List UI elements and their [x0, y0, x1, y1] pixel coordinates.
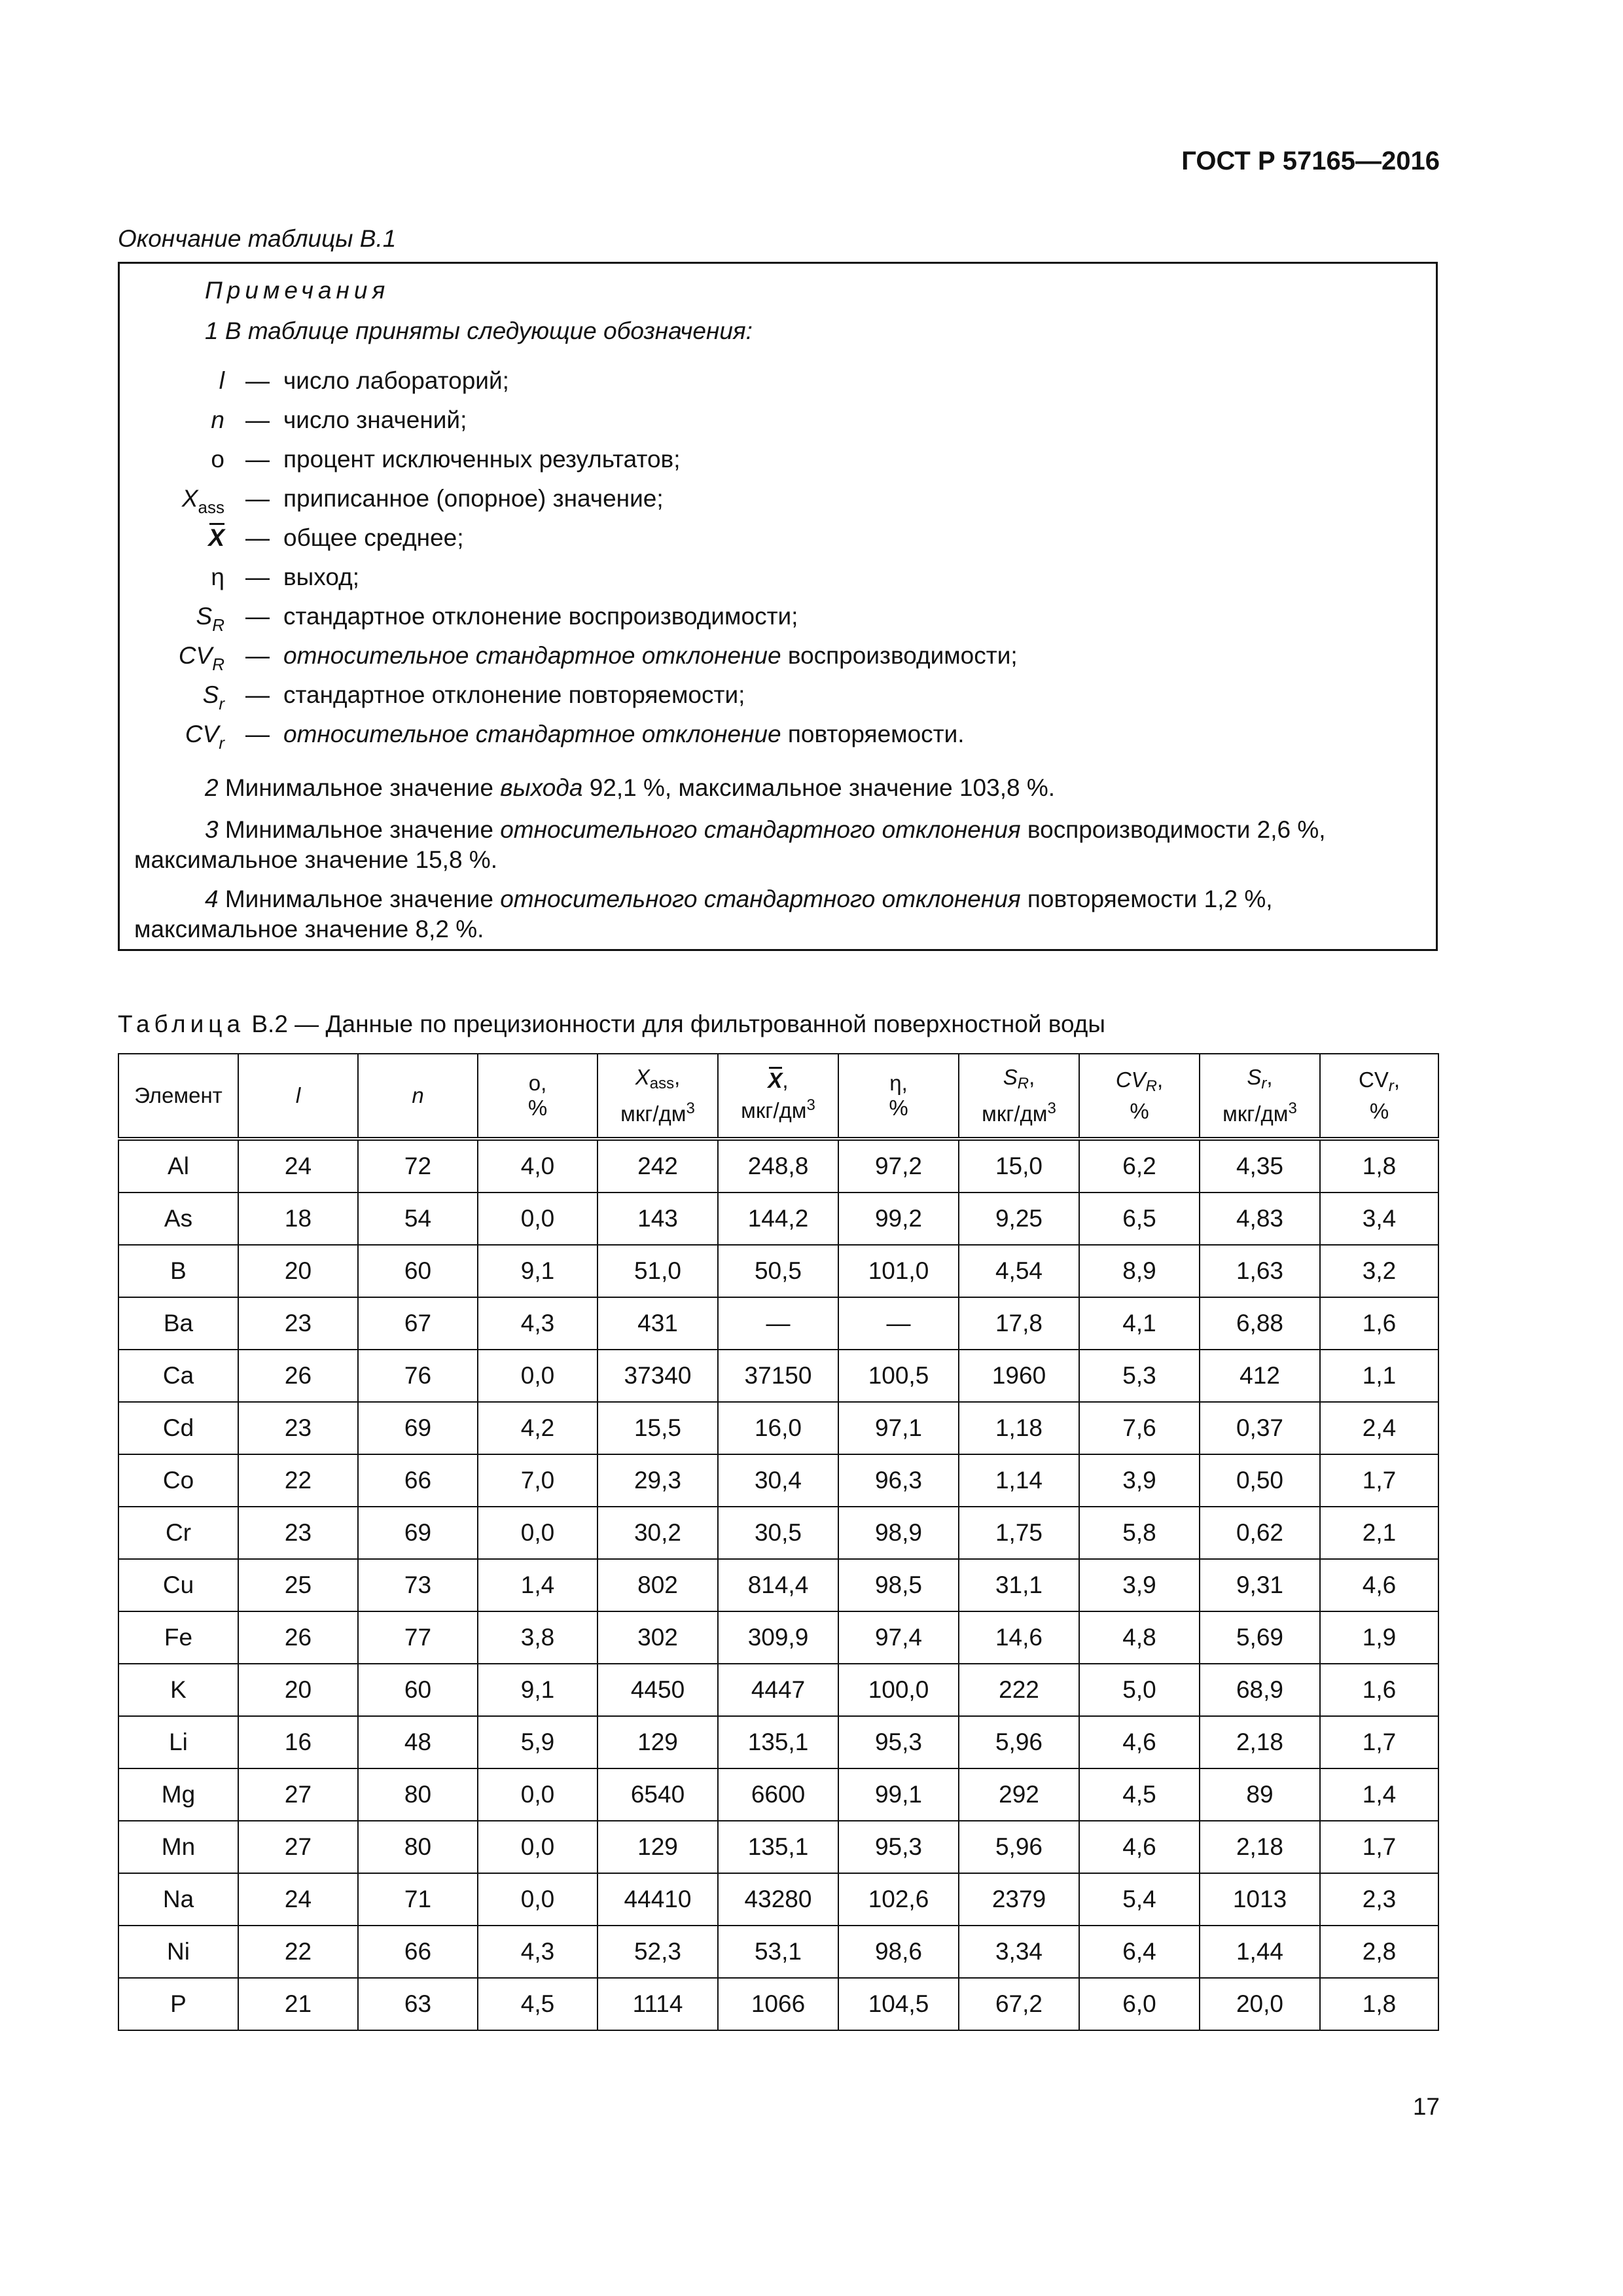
symbol-row — [120, 642, 1363, 679]
value-cell: 4,2 — [478, 1402, 597, 1454]
value-cell: 5,4 — [1079, 1873, 1200, 1926]
value-cell: 2,18 — [1200, 1716, 1320, 1768]
value-cell: 292 — [959, 1768, 1079, 1821]
value-cell: 24 — [238, 1139, 358, 1193]
symbol: $CV_R$ — [178, 642, 224, 674]
value-cell: 15,0 — [959, 1139, 1079, 1193]
value-cell: 98,9 — [838, 1507, 959, 1559]
value-cell: 98,5 — [838, 1559, 959, 1611]
symbol-definition: выход; — [283, 564, 359, 590]
symbol-definition: относительное стандартное отклонение воспроизводимости; — [283, 642, 1018, 669]
value-cell: 129 — [597, 1821, 718, 1873]
value-cell: 15,5 — [597, 1402, 718, 1454]
value-cell: 1,6 — [1320, 1664, 1438, 1716]
value-cell: 1,4 — [1320, 1768, 1438, 1821]
note-2: 2 Минимальное значение выхода 92,1 %, максимальное значение 103,8 %. — [205, 774, 1056, 801]
table-row — [118, 1664, 1438, 1716]
value-cell: 2,4 — [1320, 1402, 1438, 1454]
value-cell: 89 — [1200, 1768, 1320, 1821]
value-cell: 3,9 — [1079, 1454, 1200, 1507]
table-header-row — [118, 1054, 1438, 1139]
value-cell: 1,75 — [959, 1507, 1079, 1559]
value-cell: 7,0 — [478, 1454, 597, 1507]
symbol-row — [120, 721, 1363, 757]
symbol-definition: стандартное отклонение воспроизводимости; — [283, 603, 798, 630]
element-cell: B — [118, 1245, 238, 1297]
value-cell: 1,7 — [1320, 1454, 1438, 1507]
value-cell: 4,6 — [1079, 1821, 1200, 1873]
value-cell: 5,0 — [1079, 1664, 1200, 1716]
symbol-row — [120, 524, 1363, 561]
value-cell: 3,2 — [1320, 1245, 1438, 1297]
value-cell: 302 — [597, 1611, 718, 1664]
value-cell: 8,9 — [1079, 1245, 1200, 1297]
value-cell: 1,8 — [1320, 1978, 1438, 2030]
element-cell: Cr — [118, 1507, 238, 1559]
value-cell: 69 — [358, 1402, 478, 1454]
value-cell: 0,0 — [478, 1873, 597, 1926]
element-cell: Cd — [118, 1402, 238, 1454]
element-cell: Ba — [118, 1297, 238, 1350]
symbol: n — [211, 406, 224, 433]
value-cell: 1,14 — [959, 1454, 1079, 1507]
element-cell: Cu — [118, 1559, 238, 1611]
table-row — [118, 1873, 1438, 1926]
value-cell: 143 — [597, 1193, 718, 1245]
value-cell: 30,2 — [597, 1507, 718, 1559]
value-cell: 100,0 — [838, 1664, 959, 1716]
symbol: $CV_r$ — [185, 721, 224, 753]
value-cell: 1,4 — [478, 1559, 597, 1611]
value-cell: 5,9 — [478, 1716, 597, 1768]
symbol: η — [211, 564, 224, 590]
header-element: Элемент — [118, 1054, 238, 1139]
symbol-definition: число значений; — [283, 406, 467, 433]
header-o: o, % — [478, 1054, 597, 1139]
value-cell: 4447 — [718, 1664, 838, 1716]
value-cell: 0,0 — [478, 1821, 597, 1873]
dash: — — [245, 721, 270, 747]
value-cell: 50,5 — [718, 1245, 838, 1297]
value-cell: 30,5 — [718, 1507, 838, 1559]
header-sr: $S_r$, мкг/$дм^3$ — [1200, 1054, 1320, 1139]
table-row — [118, 1559, 1438, 1611]
element-cell: Na — [118, 1873, 238, 1926]
value-cell: 68,9 — [1200, 1664, 1320, 1716]
table-body — [118, 1139, 1438, 2030]
value-cell: 7,6 — [1079, 1402, 1200, 1454]
value-cell: 242 — [597, 1139, 718, 1193]
value-cell: 4,6 — [1079, 1716, 1200, 1768]
value-cell: 2,8 — [1320, 1926, 1438, 1978]
value-cell: 16,0 — [718, 1402, 838, 1454]
table-row — [118, 1193, 1438, 1245]
table-row — [118, 1716, 1438, 1768]
note-4: 4 Минимальное значение относительного стандартного отклонения повторяемости 1,2 %, максимальное значение 8,2 %. — [134, 886, 1273, 942]
value-cell: 4,0 — [478, 1139, 597, 1193]
precision-table — [118, 1053, 1439, 2031]
element-cell: P — [118, 1978, 238, 2030]
value-cell: — — [718, 1297, 838, 1350]
value-cell: 4,6 — [1320, 1559, 1438, 1611]
value-cell: 1,7 — [1320, 1716, 1438, 1768]
element-cell: Mn — [118, 1821, 238, 1873]
value-cell: 37150 — [718, 1350, 838, 1402]
value-cell: 1,1 — [1320, 1350, 1438, 1402]
value-cell: 0,0 — [478, 1193, 597, 1245]
value-cell: 25 — [238, 1559, 358, 1611]
table-row — [118, 1454, 1438, 1507]
value-cell: 4,3 — [478, 1926, 597, 1978]
value-cell: 309,9 — [718, 1611, 838, 1664]
symbol-definition: число лабораторий; — [283, 367, 509, 394]
value-cell: 6,88 — [1200, 1297, 1320, 1350]
value-cell: 6600 — [718, 1768, 838, 1821]
symbol-definition: процент исключенных результатов; — [283, 446, 681, 473]
table-row — [118, 1821, 1438, 1873]
value-cell: 248,8 — [718, 1139, 838, 1193]
value-cell: 23 — [238, 1507, 358, 1559]
value-cell: 6,2 — [1079, 1139, 1200, 1193]
value-cell: 3,9 — [1079, 1559, 1200, 1611]
symbol-row — [120, 406, 1363, 443]
value-cell: 77 — [358, 1611, 478, 1664]
value-cell: 1013 — [1200, 1873, 1320, 1926]
symbol-definition: общее среднее; — [283, 524, 464, 551]
value-cell: 44410 — [597, 1873, 718, 1926]
dash: — — [245, 564, 270, 590]
value-cell: 3,8 — [478, 1611, 597, 1664]
value-cell: 30,4 — [718, 1454, 838, 1507]
value-cell: 71 — [358, 1873, 478, 1926]
value-cell: 5,8 — [1079, 1507, 1200, 1559]
value-cell: 1,6 — [1320, 1297, 1438, 1350]
table-row — [118, 1245, 1438, 1297]
dash: — — [245, 642, 270, 669]
notes-title: Примечания — [205, 277, 390, 304]
value-cell: 24 — [238, 1873, 358, 1926]
value-cell: 100,5 — [838, 1350, 959, 1402]
value-cell: 31,1 — [959, 1559, 1079, 1611]
page-number: 17 — [1412, 2093, 1440, 2120]
symbol-row — [120, 603, 1363, 639]
value-cell: 1960 — [959, 1350, 1079, 1402]
value-cell: 4,35 — [1200, 1139, 1320, 1193]
value-cell: 52,3 — [597, 1926, 718, 1978]
value-cell: 2,18 — [1200, 1821, 1320, 1873]
header-xbar: X, мкг/$дм^3$ — [718, 1054, 838, 1139]
symbol: $S_r$ — [202, 681, 224, 713]
notes-box — [118, 262, 1438, 951]
element-cell: Al — [118, 1139, 238, 1193]
value-cell: 63 — [358, 1978, 478, 2030]
value-cell: 6,5 — [1079, 1193, 1200, 1245]
header-sR: $S_R$, мкг/$дм^3$ — [959, 1054, 1079, 1139]
value-cell: 2,1 — [1320, 1507, 1438, 1559]
value-cell: 101,0 — [838, 1245, 959, 1297]
value-cell: 99,1 — [838, 1768, 959, 1821]
value-cell: 4,5 — [478, 1978, 597, 2030]
symbol-definition: относительное стандартное отклонение повторяемости. — [283, 721, 965, 747]
header-eta: η, % — [838, 1054, 959, 1139]
value-cell: 1,9 — [1320, 1611, 1438, 1664]
value-cell: 54 — [358, 1193, 478, 1245]
value-cell: 222 — [959, 1664, 1079, 1716]
symbol: $S_R$ — [196, 603, 224, 635]
symbol-row — [120, 446, 1363, 482]
value-cell: 814,4 — [718, 1559, 838, 1611]
value-cell: 2379 — [959, 1873, 1079, 1926]
value-cell: 18 — [238, 1193, 358, 1245]
value-cell: 80 — [358, 1768, 478, 1821]
value-cell: 48 — [358, 1716, 478, 1768]
value-cell: 67 — [358, 1297, 478, 1350]
value-cell: 5,96 — [959, 1716, 1079, 1768]
note-3: 3 Минимальное значение относительного стандартного отклонения воспроизводимости 2,6 %, максимальное значение 15,8 %. — [134, 816, 1326, 873]
value-cell: 20 — [238, 1245, 358, 1297]
value-cell: 9,25 — [959, 1193, 1079, 1245]
value-cell: 4,83 — [1200, 1193, 1320, 1245]
element-cell: K — [118, 1664, 238, 1716]
value-cell: 20,0 — [1200, 1978, 1320, 2030]
header-xass: $X_{ass}$, мкг/$дм^3$ — [597, 1054, 718, 1139]
value-cell: 144,2 — [718, 1193, 838, 1245]
value-cell: 4,3 — [478, 1297, 597, 1350]
value-cell: 21 — [238, 1978, 358, 2030]
value-cell: 0,0 — [478, 1350, 597, 1402]
value-cell: 1,8 — [1320, 1139, 1438, 1193]
value-cell: 80 — [358, 1821, 478, 1873]
value-cell: 26 — [238, 1611, 358, 1664]
value-cell: 1,7 — [1320, 1821, 1438, 1873]
value-cell: 66 — [358, 1926, 478, 1978]
header-cvR: $CV_R$, % — [1079, 1054, 1200, 1139]
value-cell: 60 — [358, 1245, 478, 1297]
value-cell: 51,0 — [597, 1245, 718, 1297]
symbol-row — [120, 681, 1363, 718]
value-cell: 22 — [238, 1454, 358, 1507]
value-cell: 99,2 — [838, 1193, 959, 1245]
value-cell: 67,2 — [959, 1978, 1079, 2030]
value-cell: 4,1 — [1079, 1297, 1200, 1350]
symbol: o — [211, 446, 224, 473]
symbol-row — [120, 485, 1363, 522]
element-cell: Li — [118, 1716, 238, 1768]
element-cell: Ni — [118, 1926, 238, 1978]
value-cell: 6,0 — [1079, 1978, 1200, 2030]
value-cell: 6,4 — [1079, 1926, 1200, 1978]
symbol-row — [120, 367, 1363, 404]
element-cell: Co — [118, 1454, 238, 1507]
document-code: ГОСТ Р 57165—2016 — [1181, 147, 1440, 175]
symbol-definition: приписанное (опорное) значение; — [283, 485, 664, 512]
value-cell: 16 — [238, 1716, 358, 1768]
value-cell: 69 — [358, 1507, 478, 1559]
table-row — [118, 1768, 1438, 1821]
value-cell: 1066 — [718, 1978, 838, 2030]
value-cell: 17,8 — [959, 1297, 1079, 1350]
value-cell: 95,3 — [838, 1821, 959, 1873]
value-cell: — — [838, 1297, 959, 1350]
dash: — — [245, 603, 270, 630]
value-cell: 3,4 — [1320, 1193, 1438, 1245]
value-cell: 9,31 — [1200, 1559, 1320, 1611]
symbol-row — [120, 564, 1363, 600]
dash: — — [245, 367, 270, 394]
element-cell: Fe — [118, 1611, 238, 1664]
symbol: l — [219, 367, 224, 394]
value-cell: 23 — [238, 1402, 358, 1454]
value-cell: 27 — [238, 1768, 358, 1821]
value-cell: 95,3 — [838, 1716, 959, 1768]
value-cell: 5,96 — [959, 1821, 1079, 1873]
table-caption: Таблица В.2 — Данные по прецизионности для фильтрованной поверхностной воды — [118, 1011, 1105, 1037]
value-cell: 14,6 — [959, 1611, 1079, 1664]
value-cell: 97,1 — [838, 1402, 959, 1454]
value-cell: 37340 — [597, 1350, 718, 1402]
value-cell: 1,63 — [1200, 1245, 1320, 1297]
dash: — — [245, 446, 270, 473]
symbol: $X_{ass}$ — [181, 485, 224, 517]
symbol: X — [208, 524, 224, 551]
table-row — [118, 1611, 1438, 1664]
table-row — [118, 1139, 1438, 1193]
value-cell: 29,3 — [597, 1454, 718, 1507]
table-row — [118, 1507, 1438, 1559]
dash: — — [245, 485, 270, 512]
value-cell: 0,50 — [1200, 1454, 1320, 1507]
value-cell: 53,1 — [718, 1926, 838, 1978]
value-cell: 60 — [358, 1664, 478, 1716]
value-cell: 5,69 — [1200, 1611, 1320, 1664]
value-cell: 129 — [597, 1716, 718, 1768]
value-cell: 4,54 — [959, 1245, 1079, 1297]
value-cell: 66 — [358, 1454, 478, 1507]
value-cell: 9,1 — [478, 1245, 597, 1297]
value-cell: 9,1 — [478, 1664, 597, 1716]
value-cell: 0,0 — [478, 1768, 597, 1821]
value-cell: 26 — [238, 1350, 358, 1402]
value-cell: 135,1 — [718, 1716, 838, 1768]
table-row — [118, 1926, 1438, 1978]
dash: — — [245, 681, 270, 708]
table-row — [118, 1978, 1438, 2030]
value-cell: 2,3 — [1320, 1873, 1438, 1926]
header-l: l — [238, 1054, 358, 1139]
dash: — — [245, 406, 270, 433]
element-cell: As — [118, 1193, 238, 1245]
value-cell: 0,0 — [478, 1507, 597, 1559]
value-cell: 97,2 — [838, 1139, 959, 1193]
value-cell: 431 — [597, 1297, 718, 1350]
continuation-caption: Окончание таблицы В.1 — [118, 225, 397, 252]
value-cell: 1,18 — [959, 1402, 1079, 1454]
value-cell: 3,34 — [959, 1926, 1079, 1978]
value-cell: 98,6 — [838, 1926, 959, 1978]
value-cell: 96,3 — [838, 1454, 959, 1507]
value-cell: 97,4 — [838, 1611, 959, 1664]
dash: — — [245, 524, 270, 551]
table-row — [118, 1350, 1438, 1402]
note-1-intro: 1 В таблице приняты следующие обозначения: — [205, 317, 753, 344]
header-cvr: $CV_r$, % — [1320, 1054, 1438, 1139]
value-cell: 1,44 — [1200, 1926, 1320, 1978]
value-cell: 22 — [238, 1926, 358, 1978]
table-row — [118, 1402, 1438, 1454]
value-cell: 6540 — [597, 1768, 718, 1821]
value-cell: 135,1 — [718, 1821, 838, 1873]
value-cell: 43280 — [718, 1873, 838, 1926]
symbol-definition: стандартное отклонение повторяемости; — [283, 681, 745, 708]
header-n: n — [358, 1054, 478, 1139]
value-cell: 412 — [1200, 1350, 1320, 1402]
value-cell: 23 — [238, 1297, 358, 1350]
element-cell: Ca — [118, 1350, 238, 1402]
value-cell: 27 — [238, 1821, 358, 1873]
value-cell: 20 — [238, 1664, 358, 1716]
value-cell: 5,3 — [1079, 1350, 1200, 1402]
value-cell: 4,5 — [1079, 1768, 1200, 1821]
element-cell: Mg — [118, 1768, 238, 1821]
value-cell: 102,6 — [838, 1873, 959, 1926]
value-cell: 4450 — [597, 1664, 718, 1716]
value-cell: 73 — [358, 1559, 478, 1611]
table-row — [118, 1297, 1438, 1350]
value-cell: 1114 — [597, 1978, 718, 2030]
value-cell: 802 — [597, 1559, 718, 1611]
value-cell: 0,62 — [1200, 1507, 1320, 1559]
value-cell: 76 — [358, 1350, 478, 1402]
value-cell: 0,37 — [1200, 1402, 1320, 1454]
value-cell: 4,8 — [1079, 1611, 1200, 1664]
value-cell: 104,5 — [838, 1978, 959, 2030]
value-cell: 72 — [358, 1139, 478, 1193]
